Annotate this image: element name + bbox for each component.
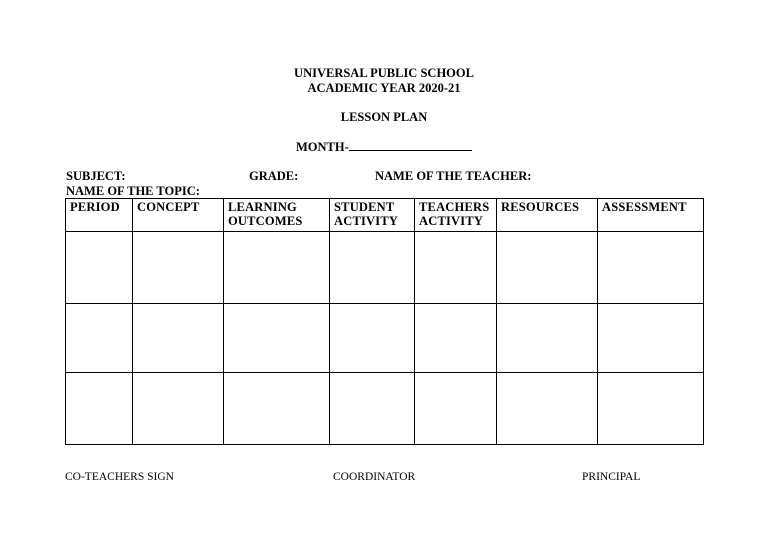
grade-label: GRADE: [249, 169, 299, 183]
table-cell [415, 232, 497, 304]
month-label: MONTH- [296, 140, 349, 154]
table-cell [66, 232, 133, 304]
table-cell [224, 373, 330, 445]
column-header-resources: RESOURCES [497, 199, 598, 232]
document-title: LESSON PLAN [340, 110, 428, 124]
table-row [66, 232, 704, 304]
school-name: UNIVERSAL PUBLIC SCHOOL [294, 66, 474, 80]
table-cell [133, 373, 224, 445]
table-cell [415, 373, 497, 445]
table-cell [598, 232, 704, 304]
column-header-learning-outcomes: LEARNING OUTCOMES [224, 199, 330, 232]
table-cell [598, 304, 704, 373]
table-cell [330, 373, 415, 445]
column-header-concept: CONCEPT [133, 199, 224, 232]
table-cell [415, 304, 497, 373]
table-cell [133, 232, 224, 304]
coordinator-label: COORDINATOR [333, 471, 416, 483]
column-header-teachers-activity: TEACHERS ACTIVITY [415, 199, 497, 232]
co-teachers-sign-label: CO-TEACHERS SIGN [65, 471, 174, 483]
table-cell [66, 373, 133, 445]
column-header-student-activity: STUDENT ACTIVITY [330, 199, 415, 232]
month-blank-line [349, 139, 472, 151]
subject-label: SUBJECT: [66, 169, 126, 183]
table-row [66, 304, 704, 373]
table-cell [330, 304, 415, 373]
table-row [66, 373, 704, 445]
table-cell [66, 304, 133, 373]
academic-year: ACADEMIC YEAR 2020-21 [307, 81, 461, 95]
table-cell [224, 304, 330, 373]
column-header-assessment: ASSESSMENT [598, 199, 704, 232]
topic-label: NAME OF THE TOPIC: [66, 184, 200, 198]
principal-label: PRINCIPAL [582, 471, 641, 483]
table-cell [497, 232, 598, 304]
table-cell [598, 373, 704, 445]
lesson-plan-table [65, 198, 704, 445]
month-field [296, 139, 472, 155]
table-cell [224, 232, 330, 304]
table-cell [497, 373, 598, 445]
table-header-row [66, 199, 704, 232]
table-cell [133, 304, 224, 373]
teacher-name-label: NAME OF THE TEACHER: [375, 169, 532, 183]
table-cell [497, 304, 598, 373]
column-header-period: PERIOD [66, 199, 133, 232]
table-cell [330, 232, 415, 304]
